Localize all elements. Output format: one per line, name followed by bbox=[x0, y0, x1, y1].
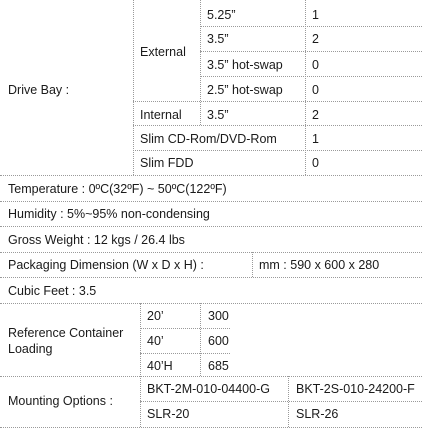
drive-count-cell: 1 bbox=[312, 8, 319, 22]
divider bbox=[140, 328, 230, 329]
drive-spec-cell: 3.5” bbox=[207, 108, 229, 122]
container-qty-cell: 600 bbox=[208, 334, 229, 348]
divider bbox=[0, 175, 422, 176]
container-label-line2: Loading bbox=[8, 342, 53, 356]
mounting-label: Mounting Options : bbox=[8, 394, 113, 408]
divider bbox=[140, 303, 141, 427]
mounting-option: BKT-2M-010-04400-G bbox=[147, 382, 270, 396]
divider bbox=[0, 303, 422, 304]
drive-count-cell: 0 bbox=[312, 58, 319, 72]
drive-count-cell: 2 bbox=[312, 32, 319, 46]
drive-spec-cell: Slim FDD bbox=[140, 156, 194, 170]
container-size-cell: 40’ bbox=[147, 334, 164, 348]
divider bbox=[200, 303, 201, 376]
external-label: External bbox=[140, 45, 186, 59]
packaging-value: mm : 590 x 600 x 280 bbox=[259, 258, 380, 272]
divider bbox=[0, 277, 422, 278]
divider bbox=[140, 401, 422, 402]
divider bbox=[200, 26, 422, 27]
divider bbox=[200, 51, 422, 52]
divider bbox=[140, 353, 230, 354]
packaging-label: Packaging Dimension (W x D x H) : bbox=[8, 258, 204, 272]
container-size-cell: 40’H bbox=[147, 359, 173, 373]
divider bbox=[200, 76, 422, 77]
drive-spec-cell: 3.5” hot-swap bbox=[207, 58, 283, 72]
container-label: Reference Container bbox=[8, 326, 124, 340]
mounting-option: SLR-20 bbox=[147, 407, 190, 421]
divider bbox=[0, 201, 422, 202]
divider bbox=[133, 150, 422, 151]
cubic-feet-row: Cubic Feet : 3.5 bbox=[8, 284, 97, 298]
drive-count-cell: 2 bbox=[312, 108, 319, 122]
divider bbox=[0, 376, 422, 377]
drive-spec-cell: 2.5” hot-swap bbox=[207, 83, 283, 97]
mounting-option: BKT-2S-010-24200-F bbox=[296, 382, 415, 396]
drive-count-cell: 0 bbox=[312, 83, 319, 97]
divider bbox=[0, 226, 422, 227]
divider bbox=[133, 101, 422, 102]
divider bbox=[133, 0, 134, 175]
drive-count-cell: 1 bbox=[312, 132, 319, 146]
mounting-option: SLR-26 bbox=[296, 407, 339, 421]
drive-bay-label: Drive Bay : bbox=[8, 83, 70, 97]
container-qty-cell: 685 bbox=[208, 359, 229, 373]
drive-count-cell: 0 bbox=[312, 156, 319, 170]
humidity-row: Humidity : 5%~95% non-condensing bbox=[8, 207, 210, 221]
internal-label: Internal bbox=[140, 108, 182, 122]
divider bbox=[200, 0, 201, 125]
gross-weight-row: Gross Weight : 12 kgs / 26.4 lbs bbox=[8, 233, 185, 247]
drive-spec-cell: 3.5” bbox=[207, 32, 229, 46]
container-qty-cell: 300 bbox=[208, 309, 229, 323]
temperature-row: Temperature : 0ºC(32ºF) ~ 50ºC(122ºF) bbox=[8, 182, 227, 196]
divider bbox=[252, 252, 253, 277]
drive-spec-cell: 5.25” bbox=[207, 8, 236, 22]
divider bbox=[0, 427, 422, 428]
divider bbox=[0, 252, 422, 253]
container-size-cell: 20’ bbox=[147, 309, 164, 323]
drive-spec-cell: Slim CD-Rom/DVD-Rom bbox=[140, 132, 277, 146]
divider bbox=[133, 125, 422, 126]
